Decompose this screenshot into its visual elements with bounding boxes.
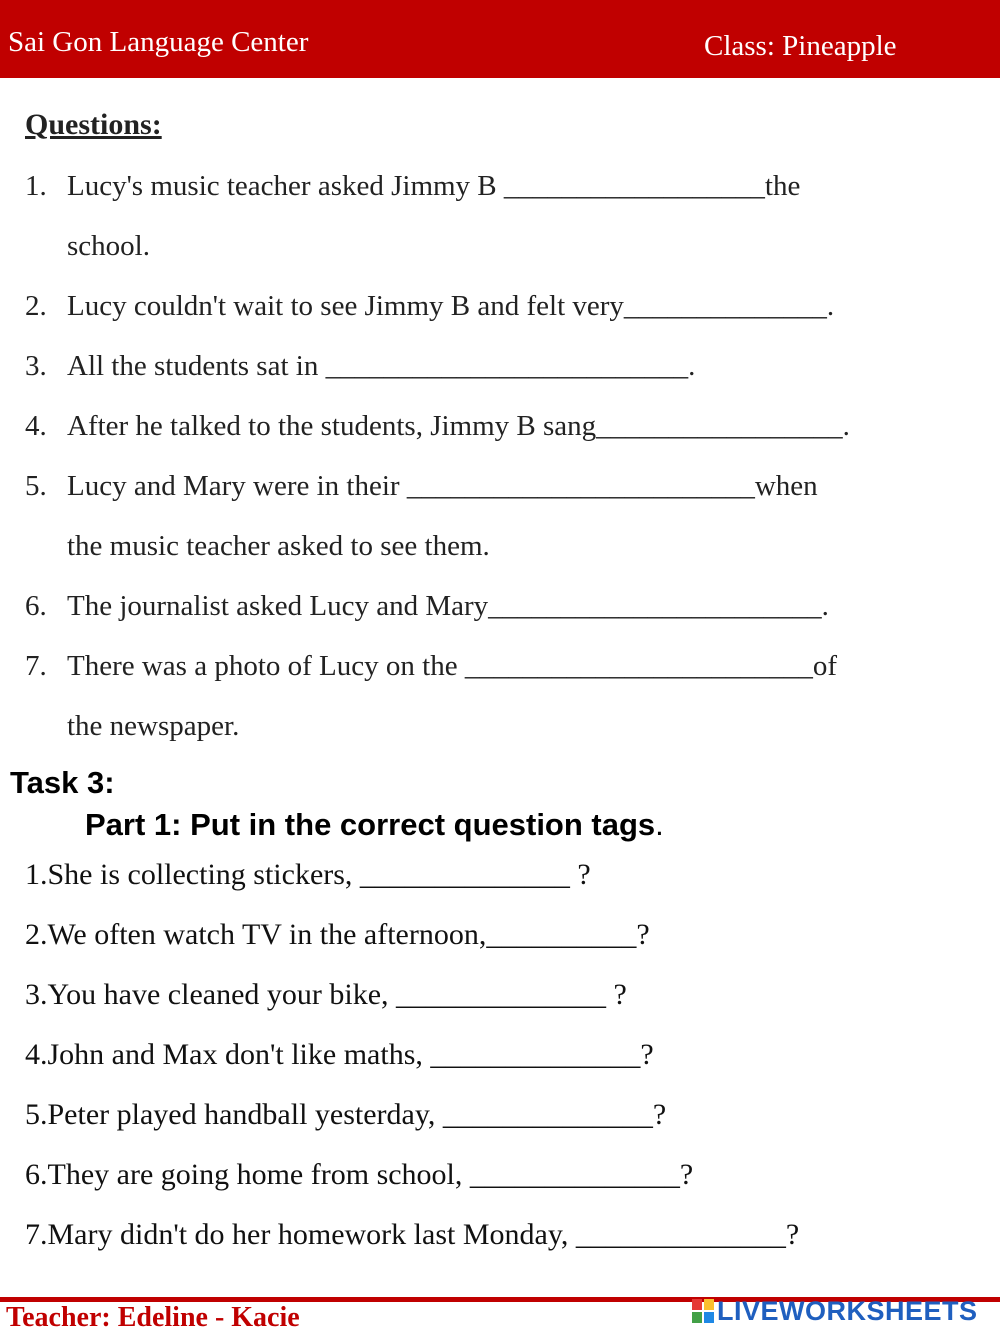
task-title: Task 3: bbox=[10, 765, 115, 800]
question-number: 6. bbox=[25, 590, 47, 622]
class-label: Class: Pineapple bbox=[704, 30, 897, 62]
brand-text: LIVEWORKSHEETS bbox=[717, 1295, 978, 1326]
question-text: Lucy's music teacher asked Jimmy B __________________the bbox=[67, 170, 801, 202]
part-title bbox=[85, 807, 664, 843]
school-name: Sai Gon Language Center bbox=[8, 26, 309, 58]
question-text: After he talked to the students, Jimmy B sang_________________. bbox=[67, 410, 850, 442]
question-number: 4. bbox=[25, 410, 47, 442]
question-text: Lucy couldn't wait to see Jimmy B and felt very______________. bbox=[67, 290, 835, 322]
brand-logo bbox=[692, 1296, 978, 1326]
part-title-text: Part 1: Put in the correct question tags bbox=[85, 807, 656, 842]
question-text-continued: school. bbox=[67, 230, 150, 262]
question-number: 5. bbox=[25, 470, 47, 502]
teacher-name: Teacher: Edeline - Kacie bbox=[6, 1302, 300, 1333]
question-text: Lucy and Mary were in their ________________________when bbox=[67, 470, 818, 502]
part-title-period: . bbox=[655, 807, 664, 842]
question-tag-item: 7.Mary didn't do her homework last Monday, ______________? bbox=[25, 1218, 800, 1251]
question-text: The journalist asked Lucy and Mary_______________________. bbox=[67, 590, 829, 622]
question-tag-item: 5.Peter played handball yesterday, ______________? bbox=[25, 1098, 667, 1131]
question-text-continued: the music teacher asked to see them. bbox=[67, 530, 490, 562]
question-number: 7. bbox=[25, 650, 47, 682]
question-tag-item: 6.They are going home from school, ______________? bbox=[25, 1158, 694, 1191]
question-tag-item: 3.You have cleaned your bike, ______________ ? bbox=[25, 978, 627, 1011]
question-tag-item: 4.John and Max don't like maths, ______________? bbox=[25, 1038, 654, 1071]
question-number: 2. bbox=[25, 290, 47, 322]
question-tag-item: 2.We often watch TV in the afternoon,__________? bbox=[25, 918, 650, 951]
question-tag-item: 1.She is collecting stickers, ______________ ? bbox=[25, 858, 591, 891]
question-number: 1. bbox=[25, 170, 47, 202]
liveworksheets-logo-icon bbox=[692, 1299, 714, 1323]
question-text-continued: the newspaper. bbox=[67, 710, 240, 742]
header-banner bbox=[0, 0, 1000, 78]
question-number: 3. bbox=[25, 350, 47, 382]
questions-heading: Questions: bbox=[25, 108, 162, 141]
question-text: There was a photo of Lucy on the ________________________of bbox=[67, 650, 837, 682]
question-text: All the students sat in _________________________. bbox=[67, 350, 696, 382]
